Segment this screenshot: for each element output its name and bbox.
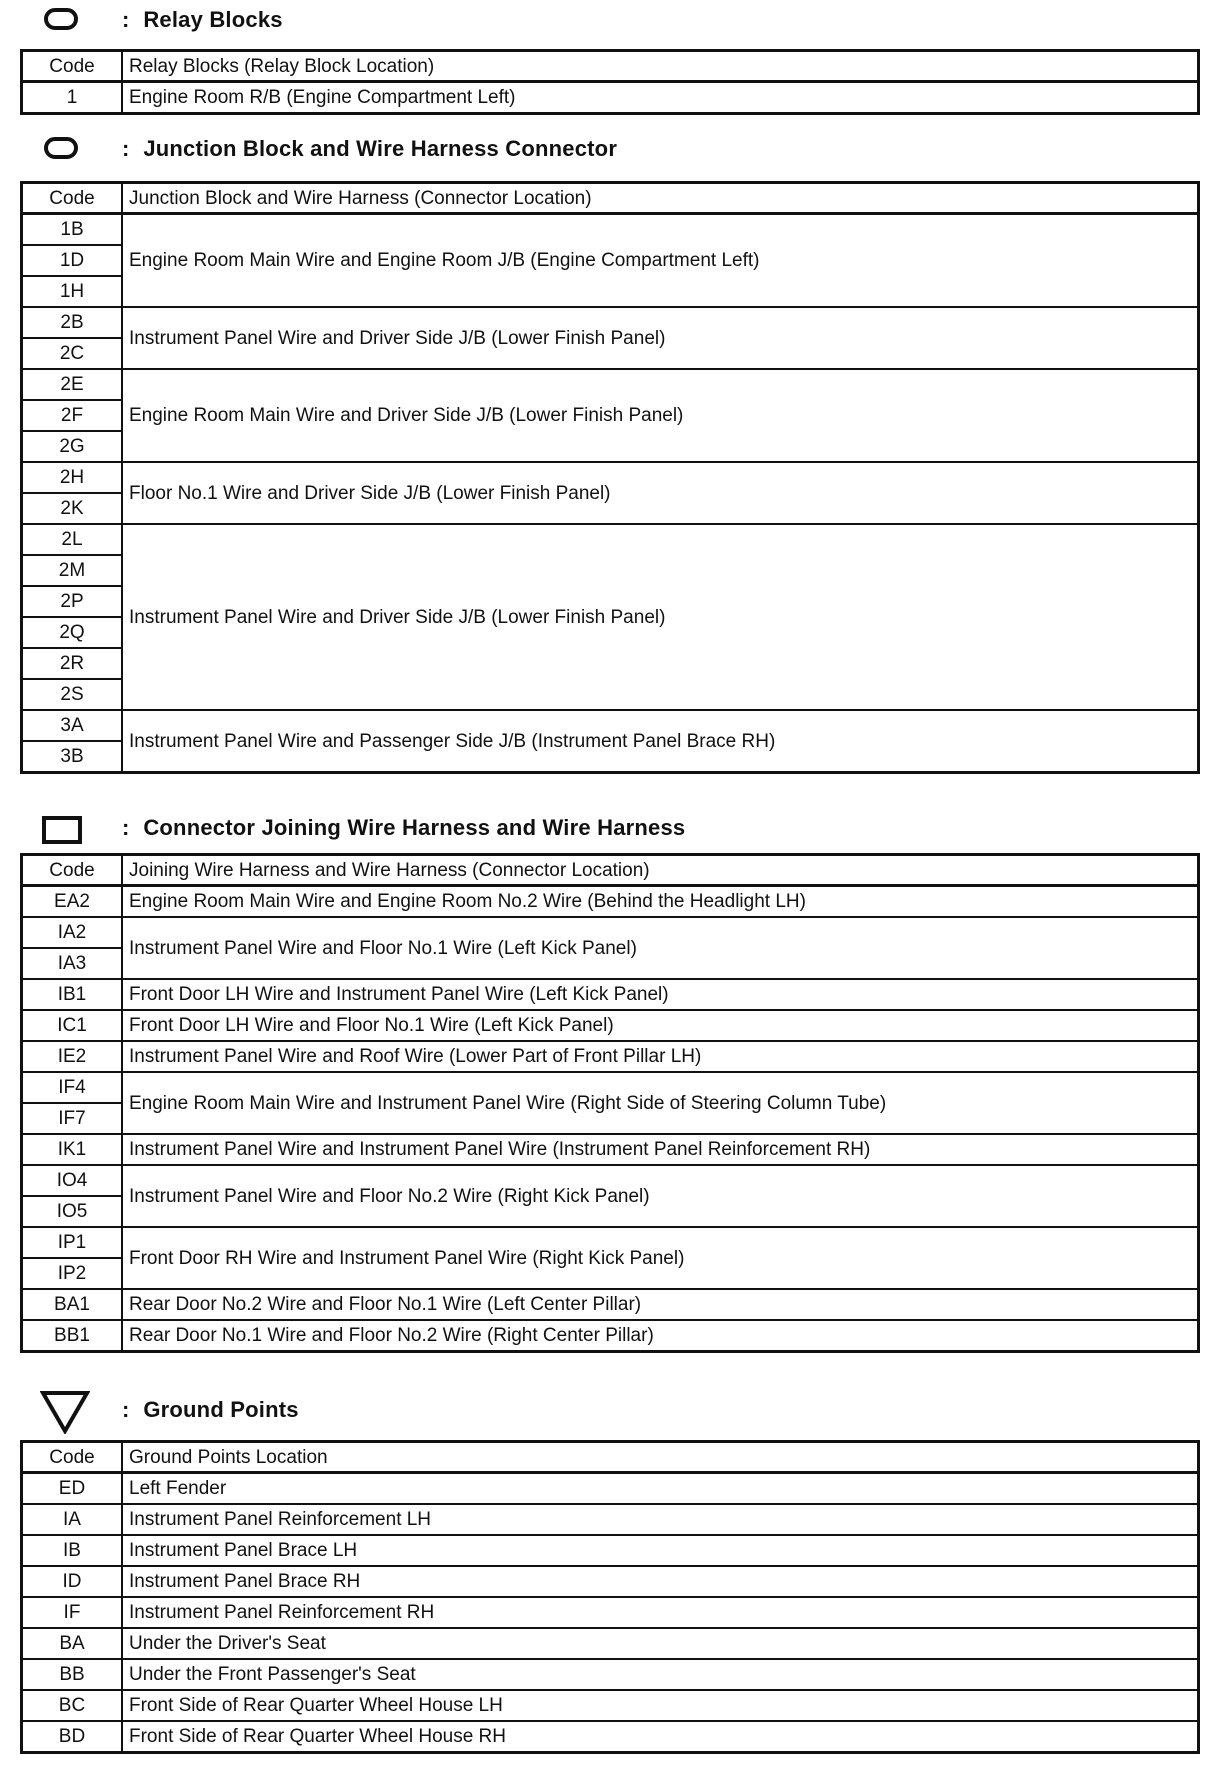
junction-block-title: Junction Block and Wire Harness Connector	[143, 136, 618, 161]
header-code-cell: Code	[22, 183, 123, 214]
connector-joining-table	[20, 853, 1200, 1353]
table-row	[22, 1227, 1199, 1258]
table-row	[22, 1134, 1199, 1165]
junction-block-table	[20, 181, 1200, 774]
table-row	[22, 369, 1199, 400]
table-row	[22, 1473, 1199, 1505]
location-cell: Front Side of Rear Quarter Wheel House RH	[122, 1721, 1199, 1753]
connector-joining-colon: :	[122, 815, 130, 840]
code-cell: 2S	[22, 679, 123, 710]
code-cell: 2P	[22, 586, 123, 617]
table-header-row	[22, 51, 1199, 82]
location-cell: Instrument Panel Brace LH	[122, 1535, 1199, 1566]
relay-blocks-table	[20, 49, 1200, 115]
location-cell: Under the Front Passenger's Seat	[122, 1659, 1199, 1690]
table-row	[22, 524, 1199, 555]
location-cell: Instrument Panel Wire and Roof Wire (Lower Part of Front Pillar LH)	[122, 1041, 1199, 1072]
location-cell: Instrument Panel Wire and Driver Side J/B (Lower Finish Panel)	[122, 307, 1199, 369]
header-location-cell: Joining Wire Harness and Wire Harness (Connector Location)	[122, 855, 1199, 886]
code-cell: 2Q	[22, 617, 123, 648]
code-cell: 1B	[22, 214, 123, 246]
location-cell: Instrument Panel Brace RH	[122, 1566, 1199, 1597]
location-cell: Under the Driver's Seat	[122, 1628, 1199, 1659]
relay-blocks-heading	[20, 0, 283, 40]
table-row	[22, 1165, 1199, 1196]
code-cell: 2H	[22, 462, 123, 493]
table-header-row	[22, 183, 1199, 214]
ground-triangle-icon	[20, 1390, 76, 1430]
location-cell: Front Door RH Wire and Instrument Panel Wire (Right Kick Panel)	[122, 1227, 1199, 1289]
code-cell: BB1	[22, 1320, 123, 1352]
code-cell: IB	[22, 1535, 123, 1566]
junction-block-heading	[20, 129, 617, 169]
ground-points-title: Ground Points	[143, 1397, 299, 1422]
connector-joining-heading	[20, 808, 685, 848]
header-code-cell: Code	[22, 51, 123, 82]
table-row	[22, 1289, 1199, 1320]
junction-block-oval-icon	[20, 129, 76, 169]
location-cell: Left Fender	[122, 1473, 1199, 1505]
code-cell: BD	[22, 1721, 123, 1753]
location-cell: Front Door LH Wire and Floor No.1 Wire (Left Kick Panel)	[122, 1010, 1199, 1041]
location-cell: Instrument Panel Reinforcement RH	[122, 1597, 1199, 1628]
code-cell: IO4	[22, 1165, 123, 1196]
connector-rect-icon	[20, 808, 76, 848]
relay-blocks-colon: :	[122, 7, 130, 32]
code-cell: 1	[22, 82, 123, 114]
location-cell: Front Side of Rear Quarter Wheel House LH	[122, 1690, 1199, 1721]
location-cell: Engine Room R/B (Engine Compartment Left)	[122, 82, 1199, 114]
table-row	[22, 1504, 1199, 1535]
code-cell: 2C	[22, 338, 123, 369]
header-code-cell: Code	[22, 1442, 123, 1473]
table-row	[22, 214, 1199, 246]
location-cell: Floor No.1 Wire and Driver Side J/B (Lower Finish Panel)	[122, 462, 1199, 524]
location-cell: Front Door LH Wire and Instrument Panel Wire (Left Kick Panel)	[122, 979, 1199, 1010]
code-cell: 2B	[22, 307, 123, 338]
code-cell: IA3	[22, 948, 123, 979]
table-row	[22, 1010, 1199, 1041]
code-cell: ED	[22, 1473, 123, 1505]
ground-points-colon: :	[122, 1397, 130, 1422]
code-cell: IF7	[22, 1103, 123, 1134]
table-row	[22, 917, 1199, 948]
header-code-cell: Code	[22, 855, 123, 886]
code-cell: 2E	[22, 369, 123, 400]
relay-block-oval-icon	[20, 0, 76, 40]
table-row	[22, 1659, 1199, 1690]
code-cell: 1H	[22, 276, 123, 307]
table-row	[22, 462, 1199, 493]
location-cell: Engine Room Main Wire and Driver Side J/B (Lower Finish Panel)	[122, 369, 1199, 462]
code-cell: IF	[22, 1597, 123, 1628]
location-cell: Engine Room Main Wire and Instrument Panel Wire (Right Side of Steering Column Tube)	[122, 1072, 1199, 1134]
header-location-cell: Relay Blocks (Relay Block Location)	[122, 51, 1199, 82]
table-row	[22, 1628, 1199, 1659]
code-cell: IB1	[22, 979, 123, 1010]
code-cell: 2G	[22, 431, 123, 462]
location-cell: Instrument Panel Wire and Passenger Side J/B (Instrument Panel Brace RH)	[122, 710, 1199, 773]
code-cell: 2R	[22, 648, 123, 679]
code-cell: BC	[22, 1690, 123, 1721]
table-row	[22, 82, 1199, 114]
code-cell: 2L	[22, 524, 123, 555]
location-cell: Engine Room Main Wire and Engine Room J/B (Engine Compartment Left)	[122, 214, 1199, 308]
location-cell: Instrument Panel Wire and Driver Side J/B (Lower Finish Panel)	[122, 524, 1199, 710]
location-cell: Rear Door No.1 Wire and Floor No.2 Wire (Right Center Pillar)	[122, 1320, 1199, 1352]
code-cell: 2K	[22, 493, 123, 524]
connector-joining-title: Connector Joining Wire Harness and Wire Harness	[143, 815, 686, 840]
code-cell: IO5	[22, 1196, 123, 1227]
code-cell: IF4	[22, 1072, 123, 1103]
code-cell: BA	[22, 1628, 123, 1659]
location-cell: Instrument Panel Wire and Floor No.2 Wire (Right Kick Panel)	[122, 1165, 1199, 1227]
ground-points-table	[20, 1440, 1200, 1754]
relay-blocks-title: Relay Blocks	[143, 7, 283, 32]
table-row	[22, 1566, 1199, 1597]
location-cell: Rear Door No.2 Wire and Floor No.1 Wire (Left Center Pillar)	[122, 1289, 1199, 1320]
code-cell: IP1	[22, 1227, 123, 1258]
table-row	[22, 1721, 1199, 1753]
table-row	[22, 979, 1199, 1010]
code-cell: EA2	[22, 886, 123, 918]
table-row	[22, 1597, 1199, 1628]
table-row	[22, 1072, 1199, 1103]
table-row	[22, 307, 1199, 338]
location-cell: Instrument Panel Wire and Instrument Panel Wire (Instrument Panel Reinforcement RH)	[122, 1134, 1199, 1165]
code-cell: 2M	[22, 555, 123, 586]
code-cell: BB	[22, 1659, 123, 1690]
code-cell: IC1	[22, 1010, 123, 1041]
code-cell: 2F	[22, 400, 123, 431]
table-header-row	[22, 855, 1199, 886]
location-cell: Instrument Panel Wire and Floor No.1 Wire (Left Kick Panel)	[122, 917, 1199, 979]
code-cell: IA	[22, 1504, 123, 1535]
junction-block-colon: :	[122, 136, 130, 161]
code-cell: IE2	[22, 1041, 123, 1072]
location-cell: Instrument Panel Reinforcement LH	[122, 1504, 1199, 1535]
table-row	[22, 886, 1199, 918]
code-cell: IP2	[22, 1258, 123, 1289]
table-row	[22, 1690, 1199, 1721]
location-cell: Engine Room Main Wire and Engine Room No.2 Wire (Behind the Headlight LH)	[122, 886, 1199, 918]
code-cell: IA2	[22, 917, 123, 948]
code-cell: IK1	[22, 1134, 123, 1165]
table-row	[22, 1320, 1199, 1352]
table-row	[22, 1535, 1199, 1566]
ground-points-heading	[20, 1390, 299, 1430]
table-row	[22, 710, 1199, 741]
code-cell: 3A	[22, 710, 123, 741]
code-cell: ID	[22, 1566, 123, 1597]
code-cell: 1D	[22, 245, 123, 276]
header-location-cell: Junction Block and Wire Harness (Connector Location)	[122, 183, 1199, 214]
code-cell: BA1	[22, 1289, 123, 1320]
table-header-row	[22, 1442, 1199, 1473]
header-location-cell: Ground Points Location	[122, 1442, 1199, 1473]
table-row	[22, 1041, 1199, 1072]
code-cell: 3B	[22, 741, 123, 773]
